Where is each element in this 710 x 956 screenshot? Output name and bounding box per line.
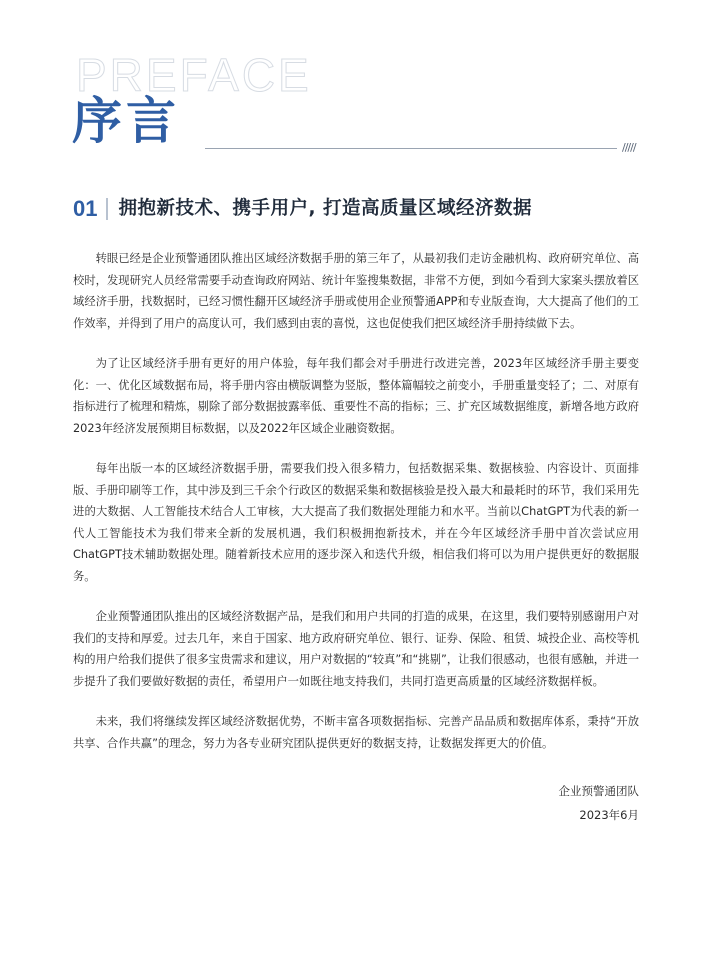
section-number: 01	[73, 196, 98, 221]
paragraph-1: 转眼已经是企业预警通团队推出区域经济数据手册的第三年了，从最初我们走访金融机构、政府研究单位、高校时，发现研究人员经常需要手动查询政府网站、统计年鉴搜集数据，非常不方便，到如今看到大家案头摆放着区域经济手册，找数据时，已经习惯性翻开区域经济手册或使用企业预警通APP和专业版查询，大大提高了他们的工作效率，并得到了用户的高度认可，我们感到由衷的喜悦，这也促使我们把区域经济手册持续做下去。	[73, 252, 639, 330]
paragraph-2: 为了让区域经济手册有更好的用户体验，每年我们都会对手册进行改进完善，2023年区域经济手册主要变化：一、优化区域数据布局，将手册内容由横版调整为竖版，整体篇幅较之前变小，手册重量变轻了；二、对原有指标进行了梳理和精炼，剔除了部分数据披露率低、重要性不高的指标；三、扩充区域数据维度，新增各地方政府2023年经济发展预期目标数据，以及2022年区域企业融资数据。	[73, 357, 639, 435]
paragraph-5: 未来，我们将继续发挥区域经济数据优势，不断丰富各项数据指标、完善产品品质和数据库体系，秉持“开放共享、合作共赢”的理念，努力为各专业研究团队提供更好的数据支持，让数据发挥更大的价值。	[73, 715, 639, 750]
title-underline-divider	[205, 148, 617, 149]
section-title: 拥抱新技术、携手用户, 打造高质量区域经济数据	[118, 197, 532, 219]
decorative-slash-marks: /////	[622, 141, 636, 154]
preface-body	[73, 248, 639, 773]
signature-date: 2023年6月	[579, 808, 639, 822]
paragraph-3: 每年出版一本的区域经济数据手册，需要我们投入很多精力，包括数据采集、数据核验、内容设计、页面排版、手册印刷等工作，其中涉及到三千余个行政区的数据采集和数据核验是投入最大和最耗时的环节，我们采用先进的大数据、人工智能技术结合人工审核，大大提高了我们数据处理能力和水平。当前以ChatGPT为代表的新一代人工智能技术为我们带来全新的发展机遇，我们积极拥抱新技术，并在今年区域经济手册中首次尝试应用ChatGPT技术辅助数据处理。随着新技术应用的逐步深入和迭代升级，相信我们将可以为用户提供更好的数据服务。	[73, 462, 639, 583]
signature-organization: 企业预警通团队	[558, 784, 639, 798]
section-heading	[73, 198, 532, 220]
watermark-text: PREFACE	[76, 49, 312, 101]
section-divider	[106, 198, 108, 220]
page-title: 序言	[72, 92, 180, 150]
paragraph-4: 企业预警通团队推出的区域经济数据产品，是我们和用户共同的打造的成果，在这里，我们要特别感谢用户对我们的支持和厚爱。过去几年，来自于国家、地方政府研究单位、银行、证券、保险、租赁、城投企业、高校等机构的用户给我们提供了很多宝贵需求和建议，用户对数据的“较真”和“挑剔”，让我们很感动，也很有感触，并进一步提升了我们要做好数据的责任，希望用户一如既往地支持我们，共同打造更高质量的区域经济数据样板。	[73, 610, 639, 688]
signature-block	[559, 779, 640, 827]
